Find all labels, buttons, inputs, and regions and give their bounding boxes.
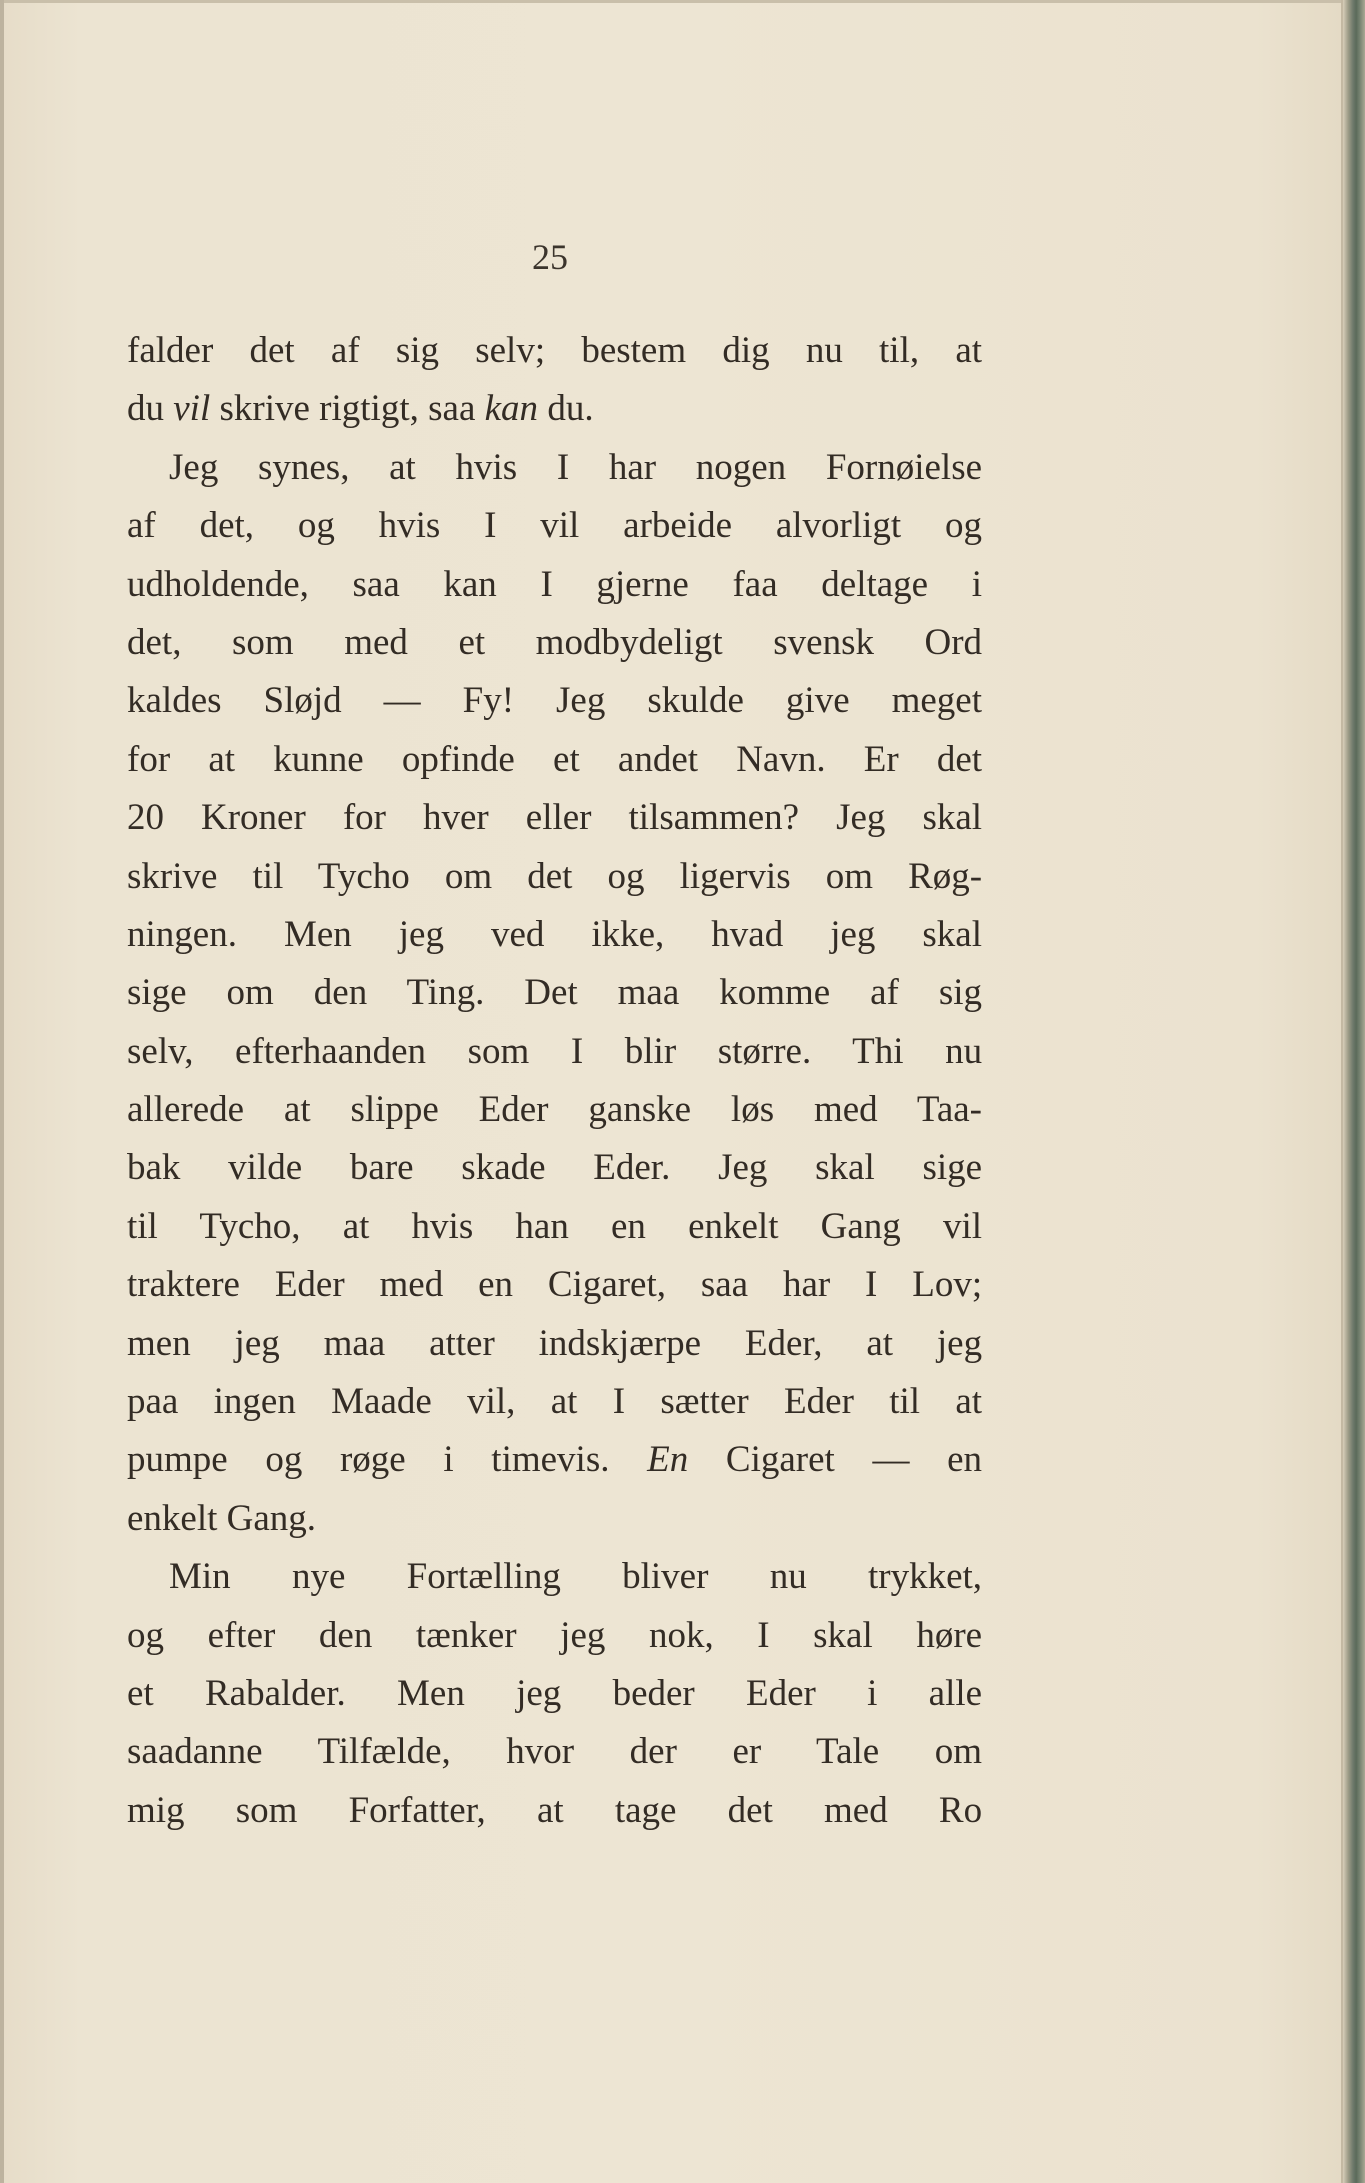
text-line: til Tycho, at hvis han en enkelt Gang vil [127,1205,983,1247]
text-line: enkelt Gang. [127,1497,317,1539]
text-line: Jeg synes, at hvis I har nogen Fornøielse [169,446,983,488]
text-line: sige om den Ting. Det maa komme af sig [127,972,982,1014]
text-line: bak vilde bare skade Eder. Jeg skal sige [127,1147,983,1189]
italic-word: kan [484,388,539,430]
text-line: skrive til Tycho om det og ligervis om Røg- [127,855,983,897]
page-left-edge [0,0,4,2183]
body-text [127,322,982,1840]
page-number: 25 [532,237,568,277]
text-line: mig som Forfatter, at tage det med Ro [127,1789,983,1831]
text-line: det, som med et modbydeligt svensk Ord [127,621,983,663]
text-line: falder det af sig selv; bestem dig nu til, at [127,330,983,371]
italic-word: En [647,1439,689,1481]
text-line: for at kunne opfinde et andet Navn. Er det [127,738,983,780]
book-spine [1343,0,1365,2183]
text-line: af det, og hvis I vil arbeide alvorligt og [127,505,983,547]
text-line: kaldes Sløjd — Fy! Jeg skulde give meget [127,680,983,722]
text-line: 20 Kroner for hver eller tilsammen? Jeg skal [127,797,983,839]
page-top-edge [0,0,1365,3]
text-line: paa ingen Maade vil, at I sætter Eder til at [127,1381,983,1423]
text-line: Min nye Fortælling bliver nu trykket, [169,1556,983,1598]
text-line: allerede at slippe Eder ganske løs med Taa- [127,1089,982,1131]
text-line: ningen. Men jeg ved ikke, hvad jeg skal [127,913,983,955]
text-line: selv, efterhaanden som I blir større. Thi nu [127,1030,983,1072]
text-line: du vil skrive rigtigt, saa kan du. [127,388,594,430]
text-line: udholdende, saa kan I gjerne faa deltage i [127,563,982,605]
text-line: pumpe og røge i timevis. En Cigaret — en [127,1439,983,1481]
text-line: saadanne Tilfælde, hvor der er Tale om [127,1731,983,1773]
text-line: og efter den tænker jeg nok, I skal høre [127,1614,983,1656]
italic-word: vil [173,388,211,430]
text-line: et Rabalder. Men jeg beder Eder i alle [127,1672,983,1714]
text-line: men jeg maa atter indskjærpe Eder, at jeg [127,1322,983,1364]
text-line: traktere Eder med en Cigaret, saa har I Lov; [127,1264,983,1306]
